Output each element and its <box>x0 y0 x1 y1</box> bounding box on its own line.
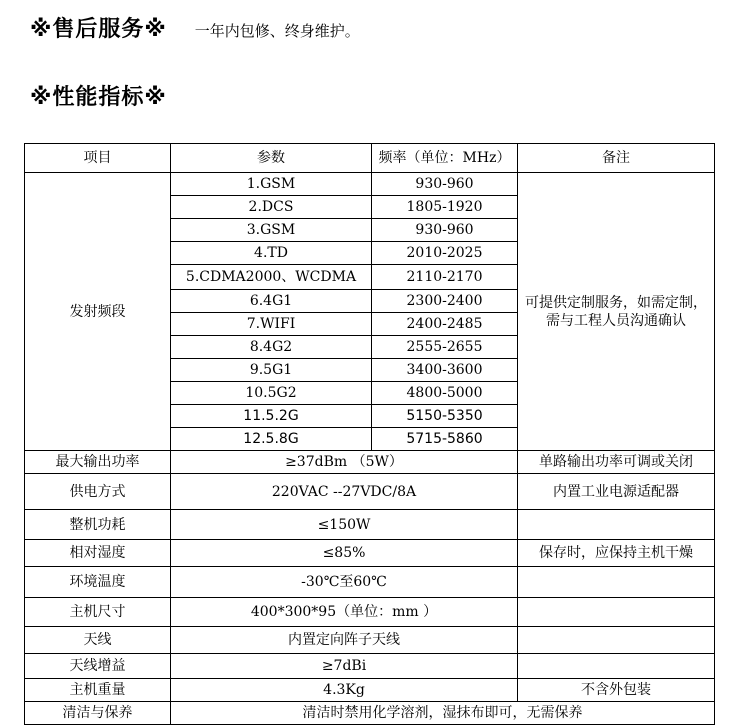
row-label: 最大输出功率 <box>25 451 171 474</box>
band-freq: 5715-5860 <box>372 428 518 451</box>
band-name: 7.WIFI <box>171 313 372 336</box>
band-freq: 2555-2655 <box>372 336 518 359</box>
table-row <box>25 474 715 510</box>
row-note: 不含外包装 <box>518 679 715 702</box>
band-name: 5.CDMA2000、WCDMA <box>171 265 372 290</box>
band-freq: 930-960 <box>372 219 518 242</box>
service-section <box>30 12 360 43</box>
table-header-row <box>25 144 715 173</box>
row-label: 相对湿度 <box>25 540 171 567</box>
row-label: 主机尺寸 <box>25 598 171 627</box>
table-row <box>25 679 715 702</box>
table-row <box>25 567 715 598</box>
band-freq: 930-960 <box>372 173 518 196</box>
row-value: 220VAC --27VDC/8A <box>171 474 518 510</box>
band-name: 11.5.2G <box>171 405 372 428</box>
row-label: 清洁与保养 <box>25 702 171 725</box>
performance-title: ※性能指标※ <box>30 85 167 110</box>
row-note <box>518 567 715 598</box>
header-note: 备注 <box>518 144 715 173</box>
header-item: 项目 <box>25 144 171 173</box>
band-label: 发射频段 <box>25 173 171 451</box>
header-param: 参数 <box>171 144 372 173</box>
band-freq: 3400-3600 <box>372 359 518 382</box>
table-row <box>25 173 715 196</box>
band-name: 9.5G1 <box>171 359 372 382</box>
table-row <box>25 510 715 540</box>
table-row <box>25 598 715 627</box>
row-note: 保存时，应保持主机干燥 <box>518 540 715 567</box>
table-row <box>25 451 715 474</box>
row-value: ≤85% <box>171 540 518 567</box>
table-row <box>25 627 715 654</box>
band-name: 8.4G2 <box>171 336 372 359</box>
band-freq: 2300-2400 <box>372 290 518 313</box>
service-title: ※售后服务※ <box>30 17 167 42</box>
table-row <box>25 654 715 679</box>
row-label: 主机重量 <box>25 679 171 702</box>
row-note <box>518 510 715 540</box>
row-note: 单路输出功率可调或关闭 <box>518 451 715 474</box>
row-note <box>518 654 715 679</box>
performance-section <box>30 80 167 111</box>
row-value: 清洁时禁用化学溶剂，湿抹布即可，无需保养 <box>171 702 715 725</box>
row-note: 内置工业电源适配器 <box>518 474 715 510</box>
band-freq: 2400-2485 <box>372 313 518 336</box>
band-name: 4.TD <box>171 242 372 265</box>
row-label: 供电方式 <box>25 474 171 510</box>
band-name: 2.DCS <box>171 196 372 219</box>
row-value: 400*300*95（单位：mm ） <box>171 598 518 627</box>
band-name: 12.5.8G <box>171 428 372 451</box>
row-note <box>518 598 715 627</box>
band-freq: 4800-5000 <box>372 382 518 405</box>
row-value: 4.3Kg <box>171 679 518 702</box>
row-value: ≤150W <box>171 510 518 540</box>
row-value: 内置定向阵子天线 <box>171 627 518 654</box>
row-label: 整机功耗 <box>25 510 171 540</box>
row-label: 天线增益 <box>25 654 171 679</box>
header-freq: 频率（单位：MHz） <box>372 144 518 173</box>
row-note <box>518 627 715 654</box>
band-freq: 2010-2025 <box>372 242 518 265</box>
band-freq: 1805-1920 <box>372 196 518 219</box>
row-value: ≥37dBm （5W） <box>171 451 518 474</box>
service-text: 一年内包修、终身维护。 <box>194 22 360 40</box>
band-name: 3.GSM <box>171 219 372 242</box>
band-note: 可提供定制服务，如需定制，需与工程人员沟通确认 <box>518 173 715 451</box>
table-row <box>25 702 715 725</box>
spec-table <box>24 143 715 725</box>
band-name: 1.GSM <box>171 173 372 196</box>
table-row <box>25 540 715 567</box>
band-name: 10.5G2 <box>171 382 372 405</box>
row-label: 天线 <box>25 627 171 654</box>
row-label: 环境温度 <box>25 567 171 598</box>
row-value: ≥7dBi <box>171 654 518 679</box>
row-value: -30℃至60℃ <box>171 567 518 598</box>
band-freq: 2110-2170 <box>372 265 518 290</box>
band-freq: 5150-5350 <box>372 405 518 428</box>
band-name: 6.4G1 <box>171 290 372 313</box>
